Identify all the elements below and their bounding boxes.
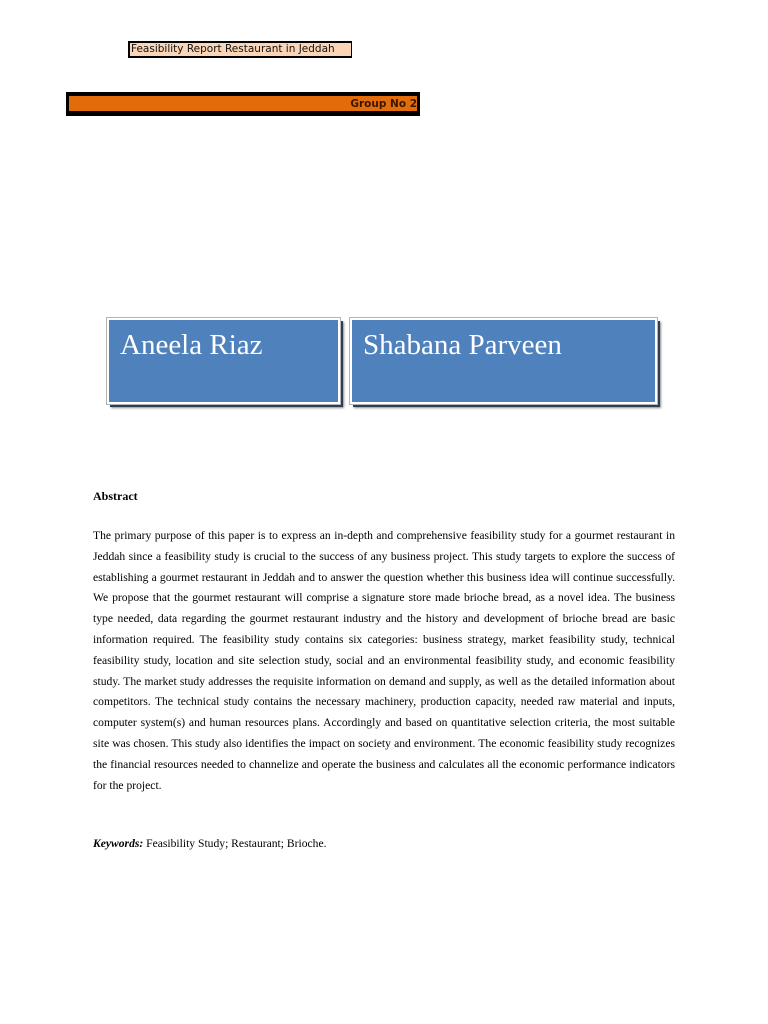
keywords-label: Keywords: [93, 837, 144, 850]
author-name-1: Aneela Riaz [120, 329, 263, 361]
keywords-line [93, 837, 326, 850]
author-name-2: Shabana Parveen [363, 329, 562, 361]
keywords-value: Feasibility Study; Restaurant; Brioche. [146, 837, 327, 850]
abstract-body: The primary purpose of this paper is to express an in-depth and comprehensive feasibility study for a gourmet restaurant in Jeddah since a feasibility study is crucial to the success of any business project. This study targets to explore the success of establishing a gourmet restaurant in Jeddah and to answer the question whether this business idea will continue successfully. We propose that the gourmet restaurant will comprise a signature store made brioche bread, as a novel idea. The business type needed, data regarding the gourmet restaurant industry and the history and development of brioche bread are basic information required. The feasibility study contains six categories: business strategy, market feasibility study, technical feasibility study, location and site selection study, social and an environmental feasibility study, and economic feasibility study. The market study addresses the requisite information on demand and supply, as well as the detailed information about competitors. The technical study contains the necessary machinery, production capacity, needed raw material and inputs, computer system(s) and human resources plans. Accordingly and based on quantitative selection criteria, the most suitable site was chosen. This study also identifies the impact on society and environment. The economic feasibility study recognizes the financial resources needed to channelize and operate the business and calculates all the economic performance indicators for the project. [93, 529, 675, 792]
group-label: Group No 2 [69, 96, 417, 111]
report-title-banner [128, 41, 352, 58]
report-title: Feasibility Report Restaurant in Jeddah [130, 43, 351, 56]
author-box-2 [350, 318, 657, 404]
group-banner [66, 92, 420, 116]
author-box-1 [107, 318, 340, 404]
abstract-heading: Abstract [93, 489, 138, 503]
